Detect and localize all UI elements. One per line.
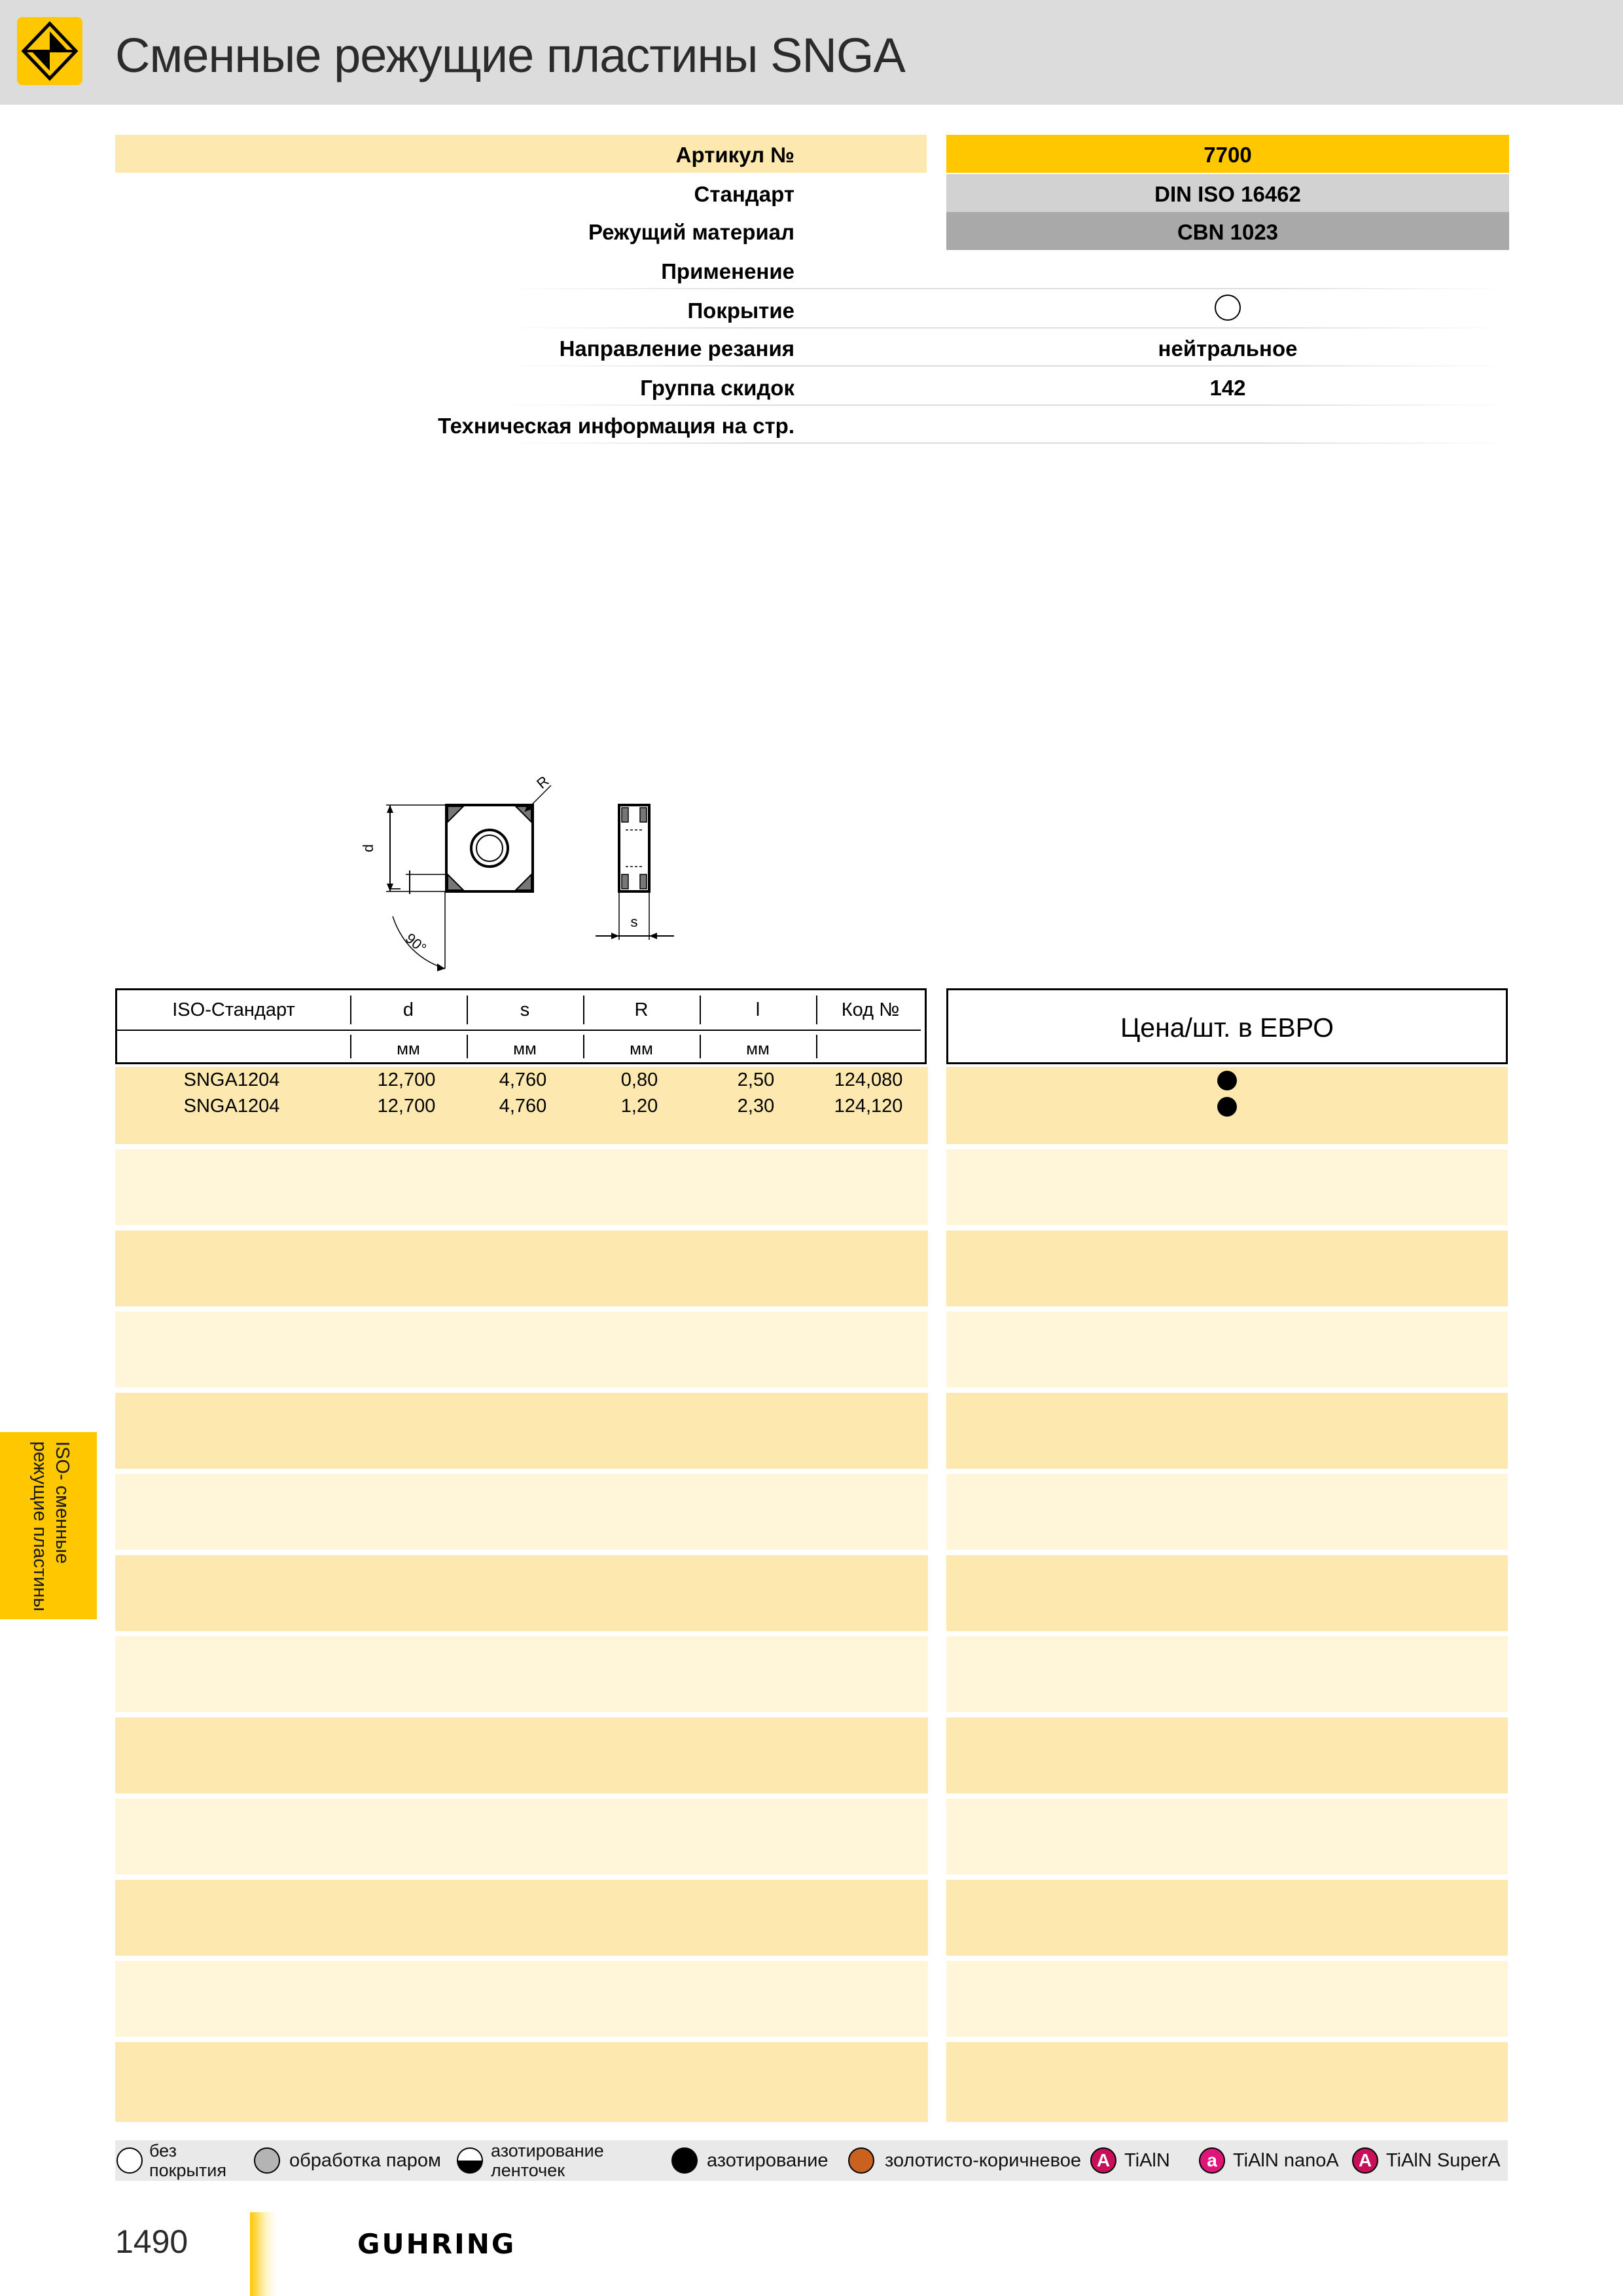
unit-l: мм xyxy=(746,1039,770,1058)
legend-label: обработка паром xyxy=(289,2150,441,2171)
spec-label: Артикул № xyxy=(675,143,794,167)
spec-row-article xyxy=(115,135,1509,173)
white-circle-icon xyxy=(116,2147,143,2174)
spec-row-application xyxy=(115,251,1509,289)
brand-logo: GUHRING xyxy=(357,2228,516,2260)
cell-s: 4,760 xyxy=(499,1096,547,1117)
divider xyxy=(501,288,1509,289)
legend-label: азотирование xyxy=(707,2150,829,2171)
dim-l-label: l xyxy=(389,887,404,891)
table-header xyxy=(115,988,927,1064)
price-header xyxy=(946,988,1508,1064)
spec-value: DIN ISO 16462 xyxy=(1154,182,1301,206)
footer-accent-bar xyxy=(250,2212,276,2296)
spec-label: Применение xyxy=(661,259,794,283)
col-header-code: Код № xyxy=(841,999,900,1020)
page-number: 1490 xyxy=(115,2223,188,2260)
spec-label: Техническая информация на стр. xyxy=(438,414,794,438)
price-header-label: Цена/шт. в ЕВРО xyxy=(1120,1013,1334,1043)
legend-label: азотирование ленточек xyxy=(491,2141,604,2180)
unit-R: мм xyxy=(630,1039,653,1058)
cell-iso: SNGA1204 xyxy=(183,1069,280,1090)
grey-circle-icon xyxy=(254,2147,280,2174)
insert-technical-drawing xyxy=(353,772,694,982)
spec-row-coating xyxy=(115,291,1509,329)
dim-s-label: s xyxy=(630,914,638,930)
legend-label: TiAlN xyxy=(1124,2150,1170,2171)
cell-R: 0,80 xyxy=(620,1069,658,1090)
spec-value: нейтральное xyxy=(1158,336,1298,361)
legend-label: золотисто-коричневое xyxy=(885,2150,1081,2171)
spec-value: CBN 1023 xyxy=(1177,220,1279,244)
col-header-l: l xyxy=(755,999,760,1020)
dim-angle-label: 90° xyxy=(402,929,430,957)
spec-row-discount xyxy=(115,368,1509,406)
side-section-tab xyxy=(0,1432,97,1619)
divider xyxy=(501,365,1509,367)
cell-R: 1,20 xyxy=(620,1096,658,1117)
cell-l: 2,30 xyxy=(737,1096,775,1117)
col-header-d: d xyxy=(402,999,414,1020)
tialn-icon: A xyxy=(1090,2147,1116,2174)
cell-d: 12,700 xyxy=(377,1069,436,1090)
col-header-s: s xyxy=(520,999,530,1020)
cell-s: 4,760 xyxy=(499,1069,547,1090)
dim-R-label: R xyxy=(533,772,552,792)
coating-open-circle-icon xyxy=(1215,295,1241,321)
spec-value: 7700 xyxy=(1204,143,1252,167)
table-row xyxy=(115,1096,927,1122)
header-divider xyxy=(117,1030,921,1031)
spec-label: Режущий материал xyxy=(588,220,794,244)
spec-label: Стандарт xyxy=(694,182,794,206)
legend-label: без покрытия xyxy=(149,2141,226,2180)
spec-label: Направление резания xyxy=(559,336,794,361)
table-row xyxy=(115,1069,927,1096)
insert-outline xyxy=(446,805,533,891)
cell-code: 124,080 xyxy=(834,1069,903,1090)
availability-dot-icon xyxy=(1217,1071,1237,1090)
tialn-supera-icon: A xyxy=(1352,2147,1378,2174)
spec-value: 142 xyxy=(1209,376,1246,400)
guhring-logo-icon xyxy=(17,17,82,85)
legend-label: TiAlN SuperA xyxy=(1386,2150,1501,2171)
spec-label: Группа скидок xyxy=(640,376,794,400)
cell-l: 2,50 xyxy=(737,1069,775,1090)
dim-d-label: d xyxy=(360,844,376,853)
half-black-circle-icon xyxy=(457,2147,483,2174)
side-tab-line2: режущие пластины xyxy=(29,1441,50,1611)
unit-d: мм xyxy=(397,1039,420,1058)
spec-label: Покрытие xyxy=(687,298,794,323)
divider xyxy=(501,442,1509,444)
side-tab-line1: ISO- сменные xyxy=(52,1441,73,1564)
availability-dot-icon xyxy=(1217,1097,1237,1117)
spec-row-standard xyxy=(115,174,1509,212)
spec-row-material xyxy=(115,212,1509,250)
spec-row-techinfo xyxy=(115,406,1509,444)
col-header-iso: ISO-Стандарт xyxy=(172,999,295,1020)
legend-label: TiAlN nanoA xyxy=(1233,2150,1339,2171)
cell-iso: SNGA1204 xyxy=(183,1096,280,1117)
spec-row-direction xyxy=(115,329,1509,367)
brown-circle-icon xyxy=(848,2147,874,2174)
coating-legend xyxy=(115,2140,1508,2181)
page-title: Сменные режущие пластины SNGA xyxy=(115,28,905,82)
cell-code: 124,120 xyxy=(834,1096,903,1117)
cell-d: 12,700 xyxy=(377,1096,436,1117)
tialn-nanoa-icon: a xyxy=(1199,2147,1225,2174)
col-header-R: R xyxy=(634,999,649,1020)
black-circle-icon xyxy=(671,2147,698,2174)
unit-s: мм xyxy=(513,1039,537,1058)
